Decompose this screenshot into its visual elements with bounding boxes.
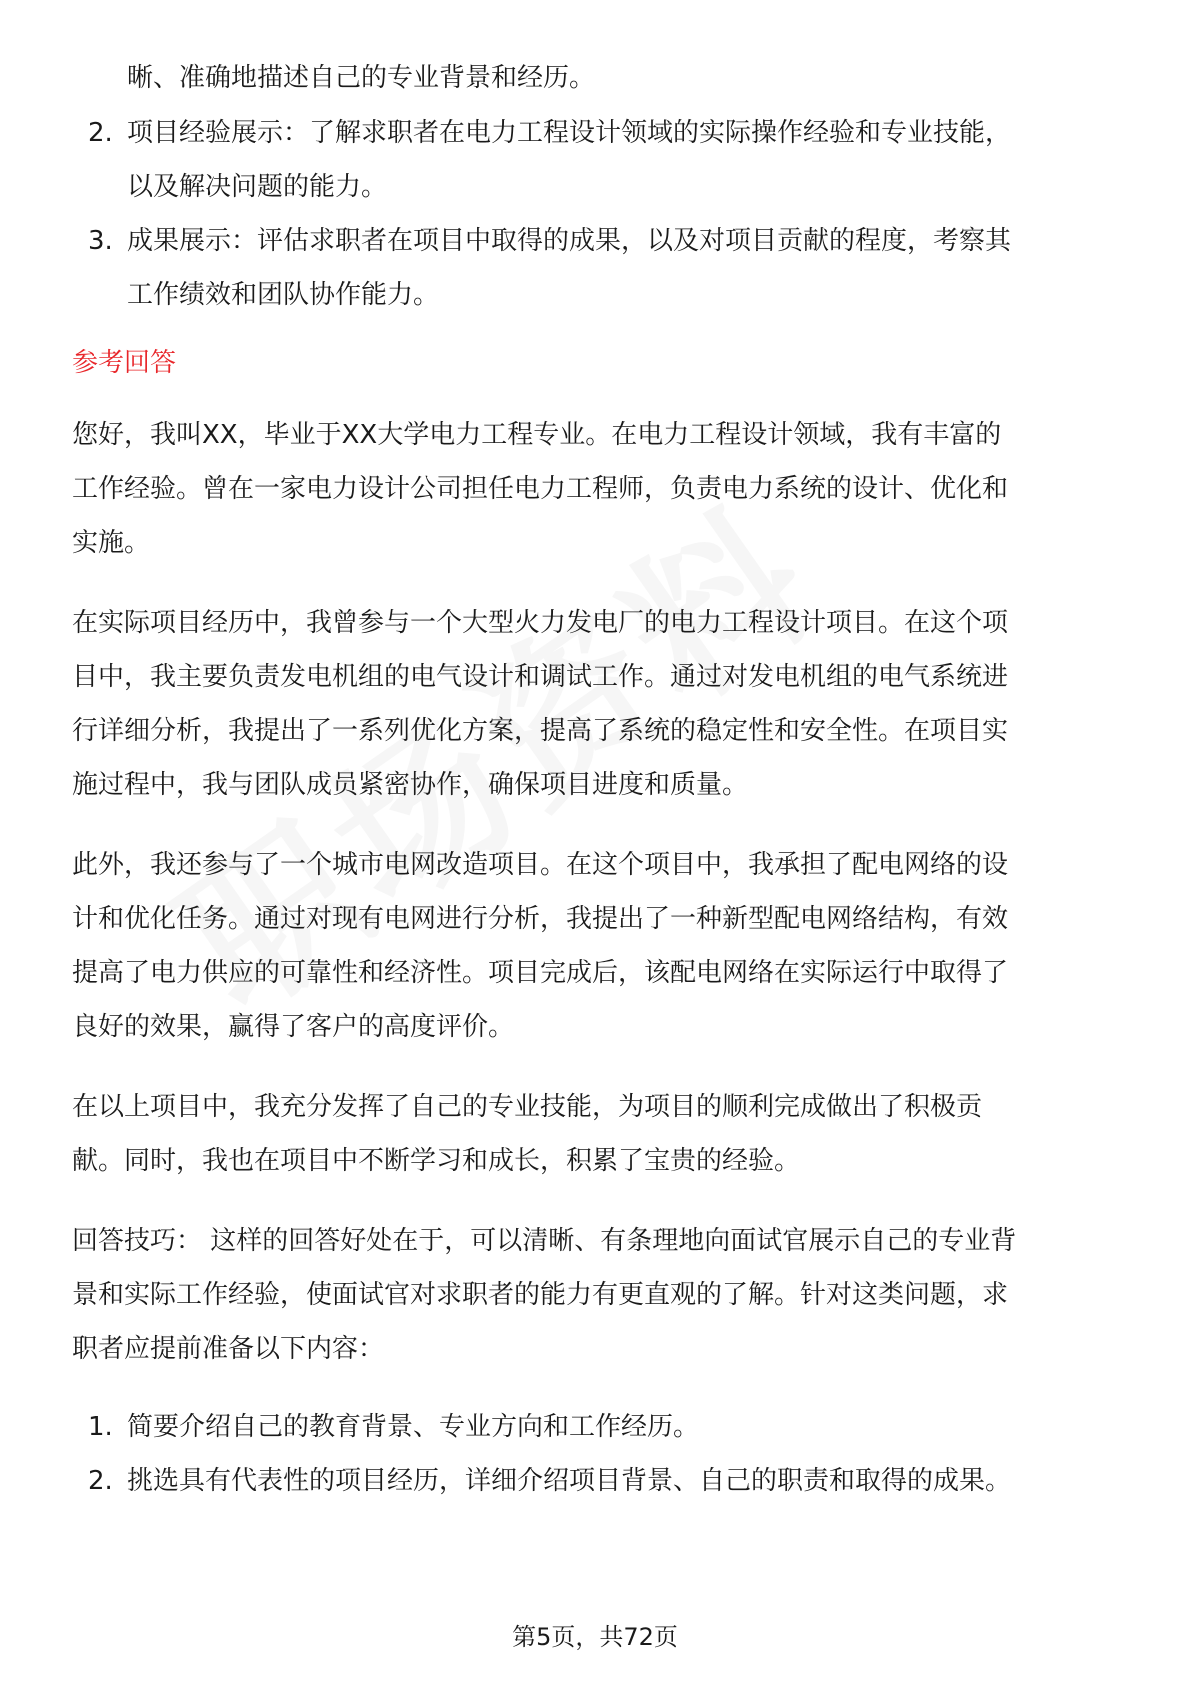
paragraph-line: 在以上项目中，我充分发挥了自己的专业技能，为项目的顺利完成做出了积极贡 [72, 1092, 983, 1122]
list-item-text: 挑选具有代表性的项目经历，详细介绍项目背景、自己的职责和取得的成果。 [127, 1466, 1012, 1496]
section-heading: 参考回答 [72, 348, 177, 378]
paragraph-line: 职者应提前准备以下内容： [72, 1334, 385, 1364]
paragraph-line: 您好，我叫XX，毕业于XX大学电力工程专业。在电力工程设计领域，我有丰富的 [72, 420, 1002, 450]
paragraph-line: 此外，我还参与了一个城市电网改造项目。在这个项目中，我承担了配电网络的设 [72, 850, 1009, 880]
page-footer: 第5页，共72页 [512, 1623, 678, 1651]
paragraph-line: 实施。 [72, 528, 151, 558]
paragraph-line: 行详细分析，我提出了一系列优化方案，提高了系统的稳定性和安全性。在项目实 [72, 716, 1009, 746]
list-item-number: 2. [88, 1466, 113, 1496]
list-item-text: 以及解决问题的能力。 [127, 172, 388, 202]
list-item-text: 项目经验展示：了解求职者在电力工程设计领域的实际操作经验和专业技能， [127, 118, 1012, 148]
list-item-number: 2. [88, 118, 113, 148]
list-item-number: 1. [88, 1412, 113, 1442]
paragraph-line: 计和优化任务。通过对现有电网进行分析，我提出了一种新型配电网络结构，有效 [72, 904, 1009, 934]
paragraph-line: 献。同时，我也在项目中不断学习和成长，积累了宝贵的经验。 [72, 1146, 801, 1176]
list-item-text: 成果展示：评估求职者在项目中取得的成果，以及对项目贡献的程度，考察其 [127, 226, 1012, 256]
list-item-text: 工作绩效和团队协作能力。 [127, 280, 440, 310]
paragraph-line: 工作经验。曾在一家电力设计公司担任电力工程师，负责电力系统的设计、优化和 [72, 474, 1009, 504]
list-item-number: 3. [88, 226, 113, 256]
paragraph-line: 景和实际工作经验，使面试官对求职者的能力有更直观的了解。针对这类问题，求 [72, 1280, 1009, 1310]
list-item-text: 晰、准确地描述自己的专业背景和经历。 [127, 63, 596, 93]
paragraph-line: 良好的效果，赢得了客户的高度评价。 [72, 1012, 515, 1042]
paragraph-line: 提高了电力供应的可靠性和经济性。项目完成后，该配电网络在实际运行中取得了 [72, 958, 1009, 988]
paragraph-line: 回答技巧： 这样的回答好处在于，可以清晰、有条理地向面试官展示自己的专业背 [72, 1226, 1017, 1256]
paragraph-line: 在实际项目经历中，我曾参与一个大型火力发电厂的电力工程设计项目。在这个项 [72, 608, 1009, 638]
list-item-text: 简要介绍自己的教育背景、专业方向和工作经历。 [127, 1412, 700, 1442]
watermark [127, 338, 1094, 1182]
paragraph-line: 目中，我主要负责发电机组的电气设计和调试工作。通过对发电机组的电气系统进 [72, 662, 1009, 692]
paragraph-line: 施过程中，我与团队成员紧密协作，确保项目进度和质量。 [72, 770, 749, 800]
